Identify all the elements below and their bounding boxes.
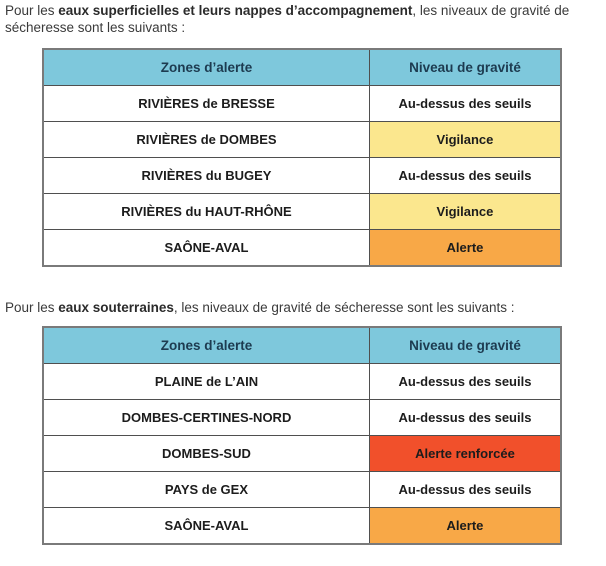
surface-water-table: [42, 48, 562, 267]
zone-cell: SAÔNE-AVAL: [43, 507, 369, 544]
intro-text: Pour les: [5, 300, 59, 315]
level-cell: Vigilance: [369, 194, 561, 230]
level-cell: Alerte: [369, 230, 561, 267]
intro-bold-text: eaux souterraines: [58, 300, 174, 315]
level-cell: Au-dessus des seuils: [369, 399, 561, 435]
zone-cell: RIVIÈRES du HAUT-RHÔNE: [43, 194, 369, 230]
zone-cell: PLAINE de L’AIN: [43, 363, 369, 399]
table-row: [43, 363, 561, 399]
intro-paragraph-surface-water: [0, 0, 606, 36]
intro-text: Pour les: [5, 3, 59, 18]
intro-paragraph-groundwater: [0, 300, 606, 317]
level-cell: Au-dessus des seuils: [369, 158, 561, 194]
zone-cell: RIVIÈRES du BUGEY: [43, 158, 369, 194]
level-header-cell: Niveau de gravité: [369, 49, 561, 86]
intro-text: , les niveaux de gravité de sécheresse sont les suivants :: [5, 3, 570, 35]
table-row: [43, 122, 561, 158]
zone-cell: PAYS de GEX: [43, 471, 369, 507]
level-cell: Au-dessus des seuils: [369, 86, 561, 122]
intro-text: , les niveaux de gravité de sécheresse sont les suivants :: [173, 300, 515, 315]
table-row: [43, 86, 561, 122]
table-row: [43, 471, 561, 507]
zones-header-cell: Zones d’alerte: [43, 49, 369, 86]
table-row: [43, 230, 561, 267]
level-cell: Vigilance: [369, 122, 561, 158]
table-row: [43, 435, 561, 471]
zone-cell: RIVIÈRES de BRESSE: [43, 86, 369, 122]
intro-bold-text: eaux superficielles et leurs nappes d’accompagnement: [58, 3, 413, 18]
table-row: [43, 158, 561, 194]
level-cell: Alerte: [369, 507, 561, 544]
table-row: [43, 194, 561, 230]
level-cell: Au-dessus des seuils: [369, 471, 561, 507]
level-cell: Alerte renforcée: [369, 435, 561, 471]
zone-cell: DOMBES-CERTINES-NORD: [43, 399, 369, 435]
level-header-cell: Niveau de gravité: [369, 327, 561, 364]
zone-cell: DOMBES-SUD: [43, 435, 369, 471]
level-cell: Au-dessus des seuils: [369, 363, 561, 399]
zone-cell: SAÔNE-AVAL: [43, 230, 369, 267]
groundwater-table: [42, 326, 562, 545]
table-row: [43, 399, 561, 435]
table-header-row: [43, 49, 561, 86]
zones-header-cell: Zones d’alerte: [43, 327, 369, 364]
zone-cell: RIVIÈRES de DOMBES: [43, 122, 369, 158]
table-header-row: [43, 327, 561, 364]
table-row: [43, 507, 561, 544]
